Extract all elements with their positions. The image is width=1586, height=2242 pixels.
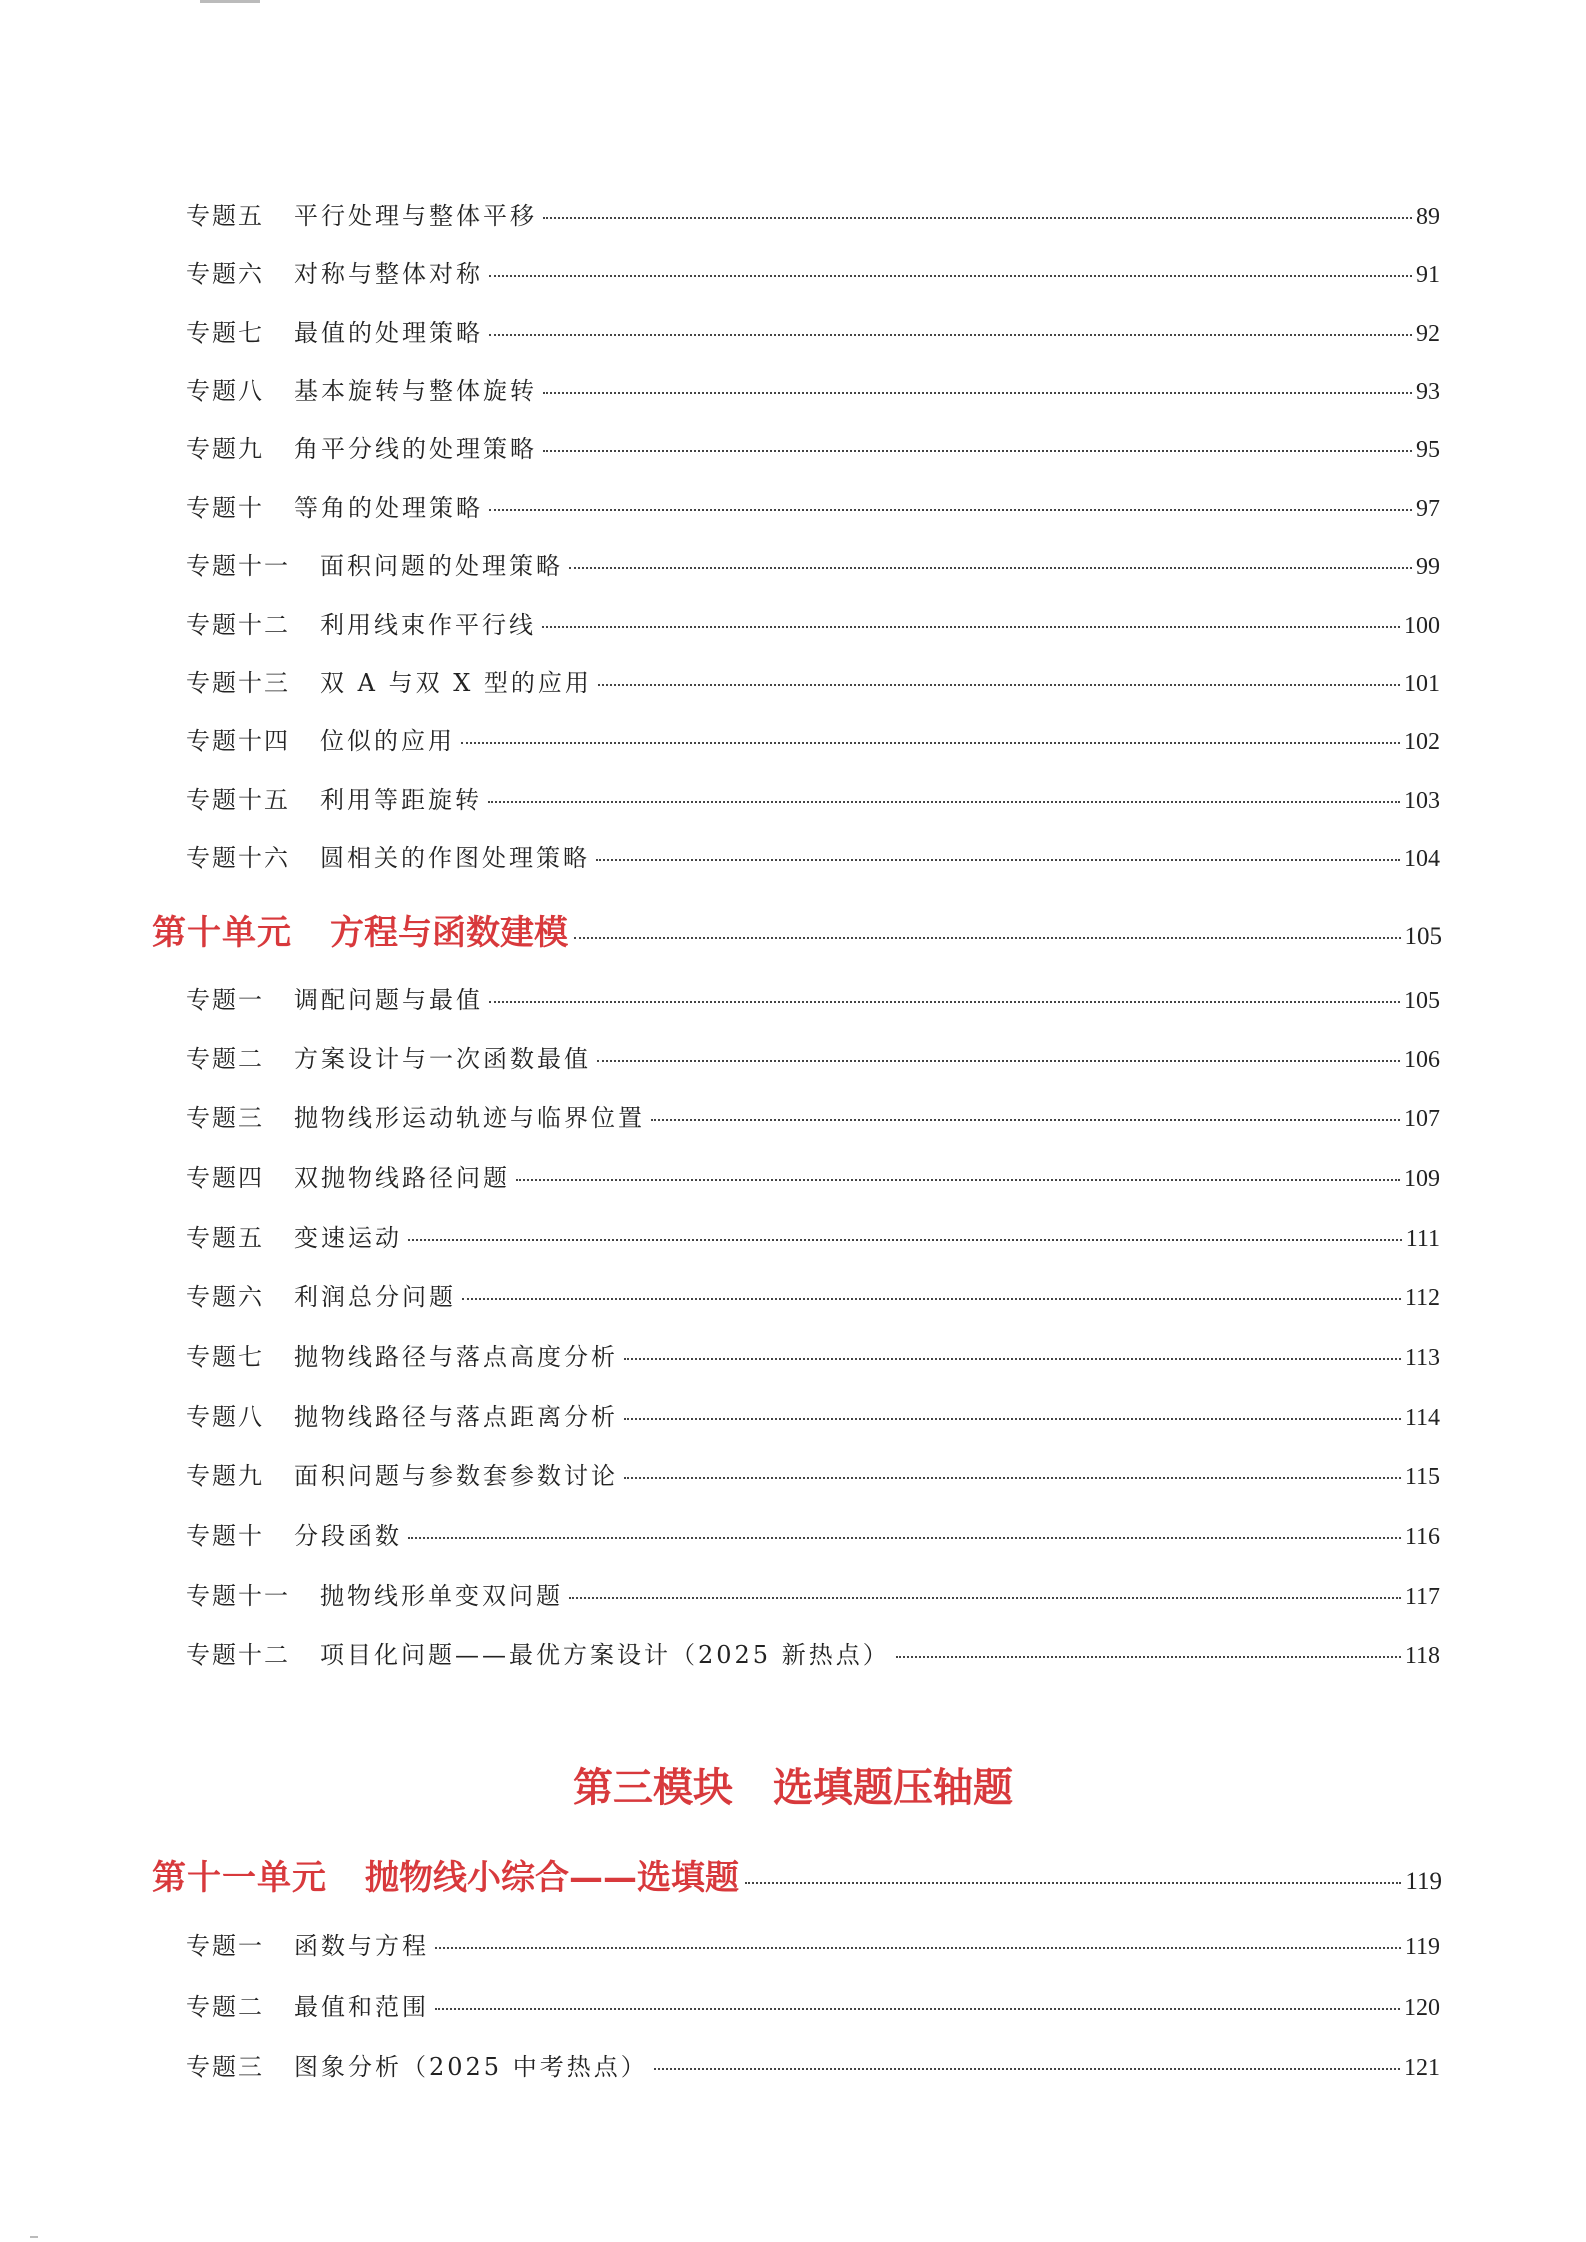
topic-number: 专题十六 xyxy=(186,844,290,872)
topic-title: 抛物线路径与落点高度分析 xyxy=(294,1343,618,1371)
topic-number: 专题六 xyxy=(186,260,264,288)
page-number: 106 xyxy=(1404,1047,1440,1073)
topic-number: 专题八 xyxy=(186,1403,264,1431)
page-number: 102 xyxy=(1404,729,1440,755)
topic-title: 抛物线形运动轨迹与临界位置 xyxy=(294,1104,645,1132)
toc-entry xyxy=(186,605,1440,640)
dot-leader xyxy=(489,334,1412,336)
topic-number: 专题十二 xyxy=(186,1641,290,1669)
toc-entry xyxy=(186,488,1440,523)
topic-number: 专题二 xyxy=(186,1993,264,2021)
page-number: 93 xyxy=(1416,379,1440,405)
topic-title: 面积问题与参数套参数讨论 xyxy=(294,1462,618,1490)
unit-heading xyxy=(152,905,1442,954)
toc-entry xyxy=(186,721,1440,756)
topic-title: 利用等距旋转 xyxy=(320,786,482,814)
topic-title: 利用线束作平行线 xyxy=(320,611,536,639)
page-number: 109 xyxy=(1404,1166,1440,1192)
toc-entry xyxy=(186,1039,1440,1074)
dot-leader xyxy=(488,801,1400,803)
dot-leader xyxy=(597,1060,1400,1062)
topic-number: 专题七 xyxy=(186,319,264,347)
topic-title: 抛物线路径与落点距离分析 xyxy=(294,1403,618,1431)
dot-leader xyxy=(598,684,1400,686)
page-number: 117 xyxy=(1404,1584,1440,1610)
unit-title: 抛物线小综合——选填题 xyxy=(365,1858,739,1898)
dot-leader xyxy=(435,1947,1401,1949)
toc-entry xyxy=(186,1576,1440,1611)
dot-leader xyxy=(596,859,1400,861)
topic-title: 方案设计与一次函数最值 xyxy=(294,1045,591,1073)
topic-number: 专题十五 xyxy=(186,786,290,814)
topic-number: 专题十 xyxy=(186,1522,264,1550)
topic-title: 分段函数 xyxy=(294,1522,402,1550)
topic-title: 位似的应用 xyxy=(320,727,455,755)
page-number: 105 xyxy=(1404,988,1440,1014)
topic-number: 专题十三 xyxy=(186,669,290,697)
topic-title: 函数与方程 xyxy=(294,1932,429,1960)
toc-entry xyxy=(186,1337,1440,1372)
topic-title: 双抛物线路径问题 xyxy=(294,1164,510,1192)
dot-leader xyxy=(489,509,1412,511)
page-number: 119 xyxy=(1404,1934,1440,1960)
topic-number: 专题五 xyxy=(186,202,264,230)
page-number: 91 xyxy=(1416,262,1440,288)
toc-entry xyxy=(186,780,1440,815)
topic-title: 最值和范围 xyxy=(294,1993,429,2021)
topic-number: 专题八 xyxy=(186,377,264,405)
toc-entry xyxy=(186,1218,1440,1253)
topic-title: 变速运动 xyxy=(294,1224,402,1252)
dot-leader xyxy=(489,275,1412,277)
page-number: 101 xyxy=(1404,671,1440,697)
page-number: 99 xyxy=(1416,554,1440,580)
toc-entry xyxy=(186,1516,1440,1551)
dot-leader xyxy=(435,2008,1400,2010)
toc-entry xyxy=(186,1456,1440,1491)
page-number: 103 xyxy=(1404,788,1440,814)
dot-leader xyxy=(896,1656,1401,1658)
dot-leader xyxy=(651,1119,1400,1121)
dot-leader xyxy=(543,450,1412,452)
toc-entry xyxy=(186,371,1440,406)
page-number: 118 xyxy=(1404,1643,1440,1669)
page-number: 100 xyxy=(1404,613,1440,639)
toc-entry xyxy=(186,663,1440,698)
topic-number: 专题二 xyxy=(186,1045,264,1073)
dot-leader xyxy=(624,1418,1401,1420)
page-number: 112 xyxy=(1404,1285,1440,1311)
page-number: 104 xyxy=(1404,846,1440,872)
topic-title: 最值的处理策略 xyxy=(294,319,483,347)
toc-entry xyxy=(186,838,1440,873)
toc-entry xyxy=(186,1926,1440,1961)
toc-entry xyxy=(186,196,1440,231)
dot-leader xyxy=(569,1597,1401,1599)
dot-leader xyxy=(543,392,1412,394)
topic-number: 专题六 xyxy=(186,1283,264,1311)
page-number: 115 xyxy=(1404,1464,1440,1490)
topic-title: 利润总分问题 xyxy=(294,1283,456,1311)
dot-leader xyxy=(408,1239,1402,1241)
toc-entry xyxy=(186,980,1440,1015)
topic-title: 项目化问题——最优方案设计（2025 新热点） xyxy=(320,1641,890,1669)
topic-title: 圆相关的作图处理策略 xyxy=(320,844,590,872)
topic-number: 专题十 xyxy=(186,494,264,522)
dot-leader xyxy=(542,626,1400,628)
dot-leader xyxy=(574,937,1401,939)
page-number: 89 xyxy=(1416,204,1440,230)
topic-number: 专题十一 xyxy=(186,1582,290,1610)
page-number: 120 xyxy=(1404,1995,1440,2021)
page-number: 97 xyxy=(1416,496,1440,522)
toc-entry xyxy=(186,1098,1440,1133)
topic-number: 专题十二 xyxy=(186,611,290,639)
topic-number: 专题五 xyxy=(186,1224,264,1252)
toc-entry xyxy=(186,2047,1440,2082)
toc-entry xyxy=(186,1158,1440,1193)
topic-number: 专题十一 xyxy=(186,552,290,580)
dot-leader xyxy=(461,742,1400,744)
module-number: 第三模块 xyxy=(573,1765,733,1811)
module-heading xyxy=(0,1756,1586,1813)
dot-leader xyxy=(516,1179,1400,1181)
topic-title: 角平分线的处理策略 xyxy=(294,435,537,463)
toc-entry xyxy=(186,1397,1440,1432)
topic-title: 抛物线形单变双问题 xyxy=(320,1582,563,1610)
page-number: 111 xyxy=(1405,1226,1440,1252)
page-number: 107 xyxy=(1404,1106,1440,1132)
topic-title: 平行处理与整体平移 xyxy=(294,202,537,230)
scan-mark-top xyxy=(200,0,260,3)
dot-leader xyxy=(543,217,1412,219)
topic-title: 基本旋转与整体旋转 xyxy=(294,377,537,405)
topic-number: 专题七 xyxy=(186,1343,264,1371)
topic-title: 对称与整体对称 xyxy=(294,260,483,288)
topic-number: 专题一 xyxy=(186,1932,264,1960)
page-number: 114 xyxy=(1404,1405,1440,1431)
toc-entry xyxy=(186,1277,1440,1312)
dot-leader xyxy=(489,1001,1400,1003)
topic-title: 双 A 与双 X 型的应用 xyxy=(320,669,592,697)
topic-number: 专题十四 xyxy=(186,727,290,755)
unit-number: 第十一单元 xyxy=(152,1858,327,1898)
topic-number: 专题三 xyxy=(186,1104,264,1132)
unit-title: 方程与函数建模 xyxy=(330,913,568,953)
dot-leader xyxy=(408,1537,1401,1539)
page-number: 121 xyxy=(1404,2055,1440,2081)
page-number: 105 xyxy=(1404,923,1442,950)
scan-mark-bottom xyxy=(30,2236,38,2238)
topic-title: 面积问题的处理策略 xyxy=(320,552,563,580)
topic-number: 专题九 xyxy=(186,435,264,463)
unit-heading xyxy=(152,1850,1442,1899)
toc-entry xyxy=(186,546,1440,581)
topic-title: 图象分析（2025 中考热点） xyxy=(294,2053,648,2081)
toc-entry xyxy=(186,254,1440,289)
topic-number: 专题九 xyxy=(186,1462,264,1490)
toc-entry xyxy=(186,1987,1440,2022)
page-number: 116 xyxy=(1404,1524,1440,1550)
topic-number: 专题三 xyxy=(186,2053,264,2081)
page-number: 119 xyxy=(1405,1868,1442,1895)
page-number: 92 xyxy=(1416,321,1440,347)
topic-number: 专题一 xyxy=(186,986,264,1014)
topic-title: 等角的处理策略 xyxy=(294,494,483,522)
toc-entry xyxy=(186,429,1440,464)
dot-leader xyxy=(624,1358,1401,1360)
dot-leader xyxy=(569,567,1412,569)
topic-title: 调配问题与最值 xyxy=(294,986,483,1014)
unit-number: 第十单元 xyxy=(152,913,292,953)
dot-leader xyxy=(745,1882,1401,1884)
toc-entry xyxy=(186,313,1440,348)
toc-entry xyxy=(186,1635,1440,1670)
dot-leader xyxy=(462,1298,1401,1300)
module-title: 选填题压轴题 xyxy=(773,1765,1013,1811)
dot-leader xyxy=(654,2068,1400,2070)
page-number: 95 xyxy=(1416,437,1440,463)
page-number: 113 xyxy=(1404,1345,1440,1371)
topic-number: 专题四 xyxy=(186,1164,264,1192)
dot-leader xyxy=(624,1477,1401,1479)
